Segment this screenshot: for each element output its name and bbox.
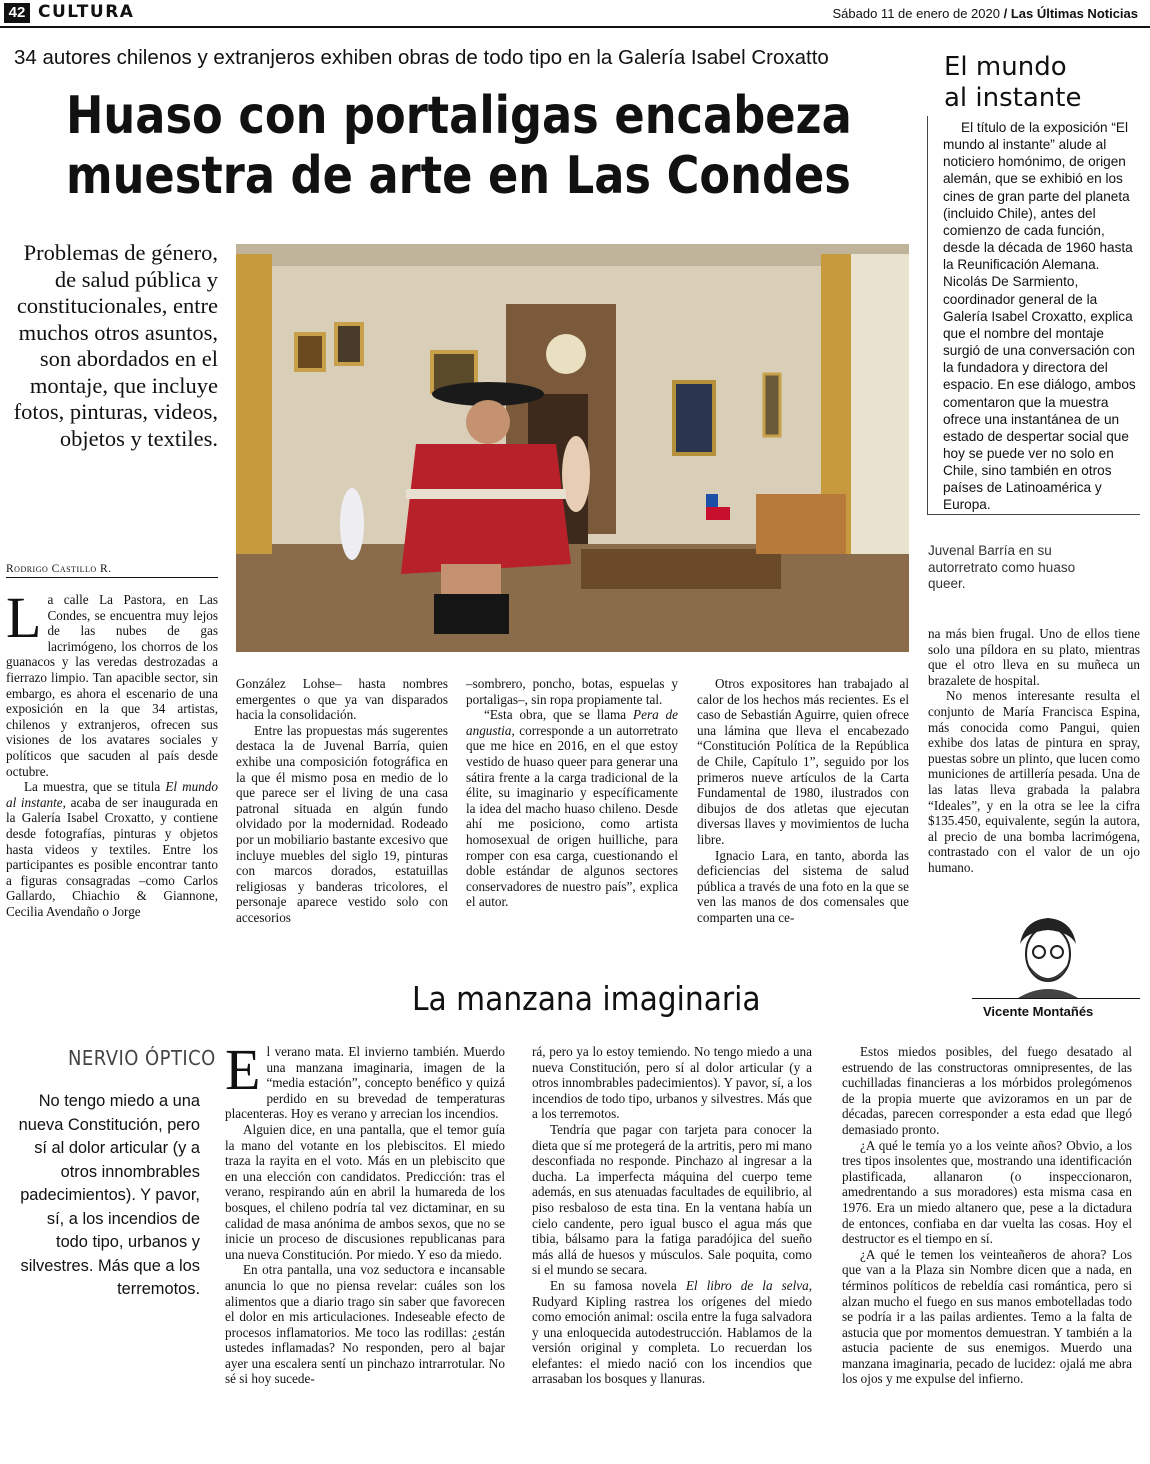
col1-paragraph-2b: , acaba de ser inaugurada en la Galería Isabel Croxatto, y contiene desde fotografías, pinturas y objetos hasta videos y textiles. Entre los participantes es posible encontrar tanto a figuras consagradas –como Carlos Gallardo, Chiachio & Giannone, Cecilia Avendaño o Jorge (6, 794, 218, 919)
section-name: CULTURA (38, 2, 135, 22)
window-right (851, 254, 909, 554)
column-p7: Estos miedos posibles, del fuego desatado al estruendo de las constructoras omnipresentes, de las cuchilladas financieras a los mórbidos prolegómenos de la propia muerte que avizoramos en un par de décadas, parecen corresponder a esta edad que llegó demasiado pronto. (842, 1044, 1132, 1137)
col5-paragraph-2: No menos interesante resulta el conjunto de María Francisca Espina, más conocida como Pangui, quien exhibe dos latas de pintura en spray, puestas sobre un plinto, que lucen como municiones de artillería pesada. Una de las latas lleva grabada la palabra “Ideales”, y en la otra se lee la cifra $135.450, equivalente, según la autora, al precio de una bomba lacrimógena, contrastado con el valor de un ojo humano. (928, 688, 1140, 875)
portrait-beard (1028, 964, 1068, 981)
huaso-head (466, 400, 510, 444)
col3-work-title: Pera de angustia (466, 707, 678, 738)
author-portrait-sketch (1010, 914, 1086, 998)
article-headline (66, 86, 852, 206)
col2-paragraph-2: Entre las propuestas más sugerentes destaca la de Juvenal Barría, quien exhibe una composición fotográfica en la que él mismo posa en medio de lo que parece ser el living de una casa patronal situada en algún fundo olvidado por la modernidad. Rodeado por un mobiliario bastante excesivo que incluye muebles del siglo 19, pinturas con marcos dorados, estatuillas religiosas y banderas tricolores, el personaje aparece vestido solo con accesorios (236, 722, 448, 925)
column-text-2 (532, 1044, 812, 1387)
newspaper-name: Las Últimas Noticias (1010, 6, 1138, 21)
col1-paragraph-1: a calle La Pastora, en Las Condes, se encuentra muy lejos de las nubes de gas lacrimógeno, los chorros de los guanacos y las veredas destrozadas a fierrazo limpio. Tan apacible sector, sin embargo, es ahora el escenario de una exposición en la que 34 artistas, chilenos y extranjeros, ofrecen sus visiones de los avatares sociales y políticos que sacuden al país desde octubre. (6, 592, 218, 779)
article-dropcap: L (6, 585, 42, 650)
photo-ceiling (236, 244, 909, 266)
curtain-left (236, 254, 272, 554)
column-book-title: El libro de la selva (685, 1277, 809, 1293)
photo-floor (236, 544, 909, 652)
header-dateline (833, 6, 1139, 21)
article-column-1 (6, 585, 218, 919)
byline-rule (6, 577, 218, 578)
page-header (0, 0, 1150, 28)
poncho-stripe (406, 489, 566, 499)
article-column-3 (466, 676, 678, 910)
col4-paragraph-2: Ignacio Lara, en tanto, aborda las deficiencias del sistema de salud pública a través de una foto en la que se ven las manos de dos comensales que comparten una ce- (697, 847, 909, 925)
byline: Rodrigo Castillo R. (6, 563, 112, 575)
article-kicker: 34 autores chilenos y extranjeros exhiben obras de todo tipo en la Galería Isabel Croxatto (14, 46, 829, 69)
column-p3: En otra pantalla, una voz seductora e incansable anuncia lo que no piensa revelar: cuáles son los alimentos que a diario trago sin saber que favorecen el dolor en mis articulaciones. Indeseable efecto de procesos inflamatorios. Me toco las rodillas: ¿están ustedes inflamadas? No responden, pero al bajar ayer una escalera sentí un pinchazo intrarrotular. No sé si hoy sucede- (225, 1262, 505, 1387)
column-title: La manzana imaginaria (412, 979, 761, 1018)
sidebar-body: El título de la exposición “El mundo al instante” alude al noticiero homónimo, de origen alemán, que se exhibió en los cines de gran parte del planeta (incluido Chile), antes del comienzo de cada función, desde la década de 1960 hasta la Reunificación Alemana. Nicolás De Sarmiento, coordinador general de la Galería Isabel Croxatto, explica que el nombre del montaje surgió de una conversación con la fundadora y directora del espacio. En ese diálogo, ambos comentaron que la muestra ofrece una instantánea de un estado de despertar social que hoy se puede ver no solo en Chile, sino también en otros países de Latinoamérica y Europa. (943, 120, 1136, 513)
article-column-2 (236, 676, 448, 926)
sidebar-title-line-1: El mundo (944, 52, 1067, 82)
article-column-4 (697, 676, 909, 926)
column-pull-quote: No tengo miedo a una nueva Constitución, pero sí al dolor articular (y a otros innombrables padecimientos). Y pavor, sí, a los incendios de todo tipo, urbanos y silvestres. Más que a los terremotos. (18, 1092, 200, 1298)
saint-statue (562, 436, 590, 512)
column-text-1 (225, 1037, 505, 1387)
column-p6a: En su famosa novela (550, 1277, 686, 1293)
table (581, 549, 781, 589)
col1-exhibit-title: El mundo al instante (6, 779, 218, 810)
header-rule (0, 26, 1150, 28)
column-dropcap: E (225, 1037, 261, 1102)
column-p9: ¿A qué le temen los veinteañeros de ahora? Los que van a la Plaza sin Nombre dicen que a nada, en términos políticos de rebeldía casi romántica, pero si alzan mucho el fuego en sus manos embotelladas todo se podría ir a las pailas ardientes. Temo a la falta de astucia que por momentos demuestran. Y también a la astucia paciente de sus enemigos. Muerdo una manzana imaginaria, pecado de lucidez: ojalá me abra los ojos y me expulse del infierno. (842, 1246, 1132, 1387)
huaso-boots (434, 594, 509, 634)
article-photo (236, 244, 909, 652)
portrait-shoulders (1018, 989, 1078, 998)
article-column-5 (928, 626, 1140, 876)
author-portrait (1010, 914, 1086, 998)
headline-line-2: muestra de arte en Las Condes (66, 146, 851, 206)
header-date: Sábado 11 de enero de 2020 (832, 6, 1000, 21)
col5-paragraph-1: na más bien frugal. Uno de ellos tiene solo una píldora en su plato, mientras que el otro lleva en su muñeca un brazalete de hospital. (928, 626, 1140, 688)
sidebar-title-line-2: al instante (944, 83, 1082, 113)
portrait-glasses-right (1051, 946, 1063, 958)
sidebar-title (944, 52, 1144, 114)
page-number: 42 (4, 3, 30, 23)
mirror-frame (764, 374, 780, 436)
portrait-glasses-left (1033, 946, 1045, 958)
photo-caption: Juvenal Barría en su autorretrato como huaso queer. (928, 543, 1076, 591)
armchair (756, 494, 846, 554)
col1-paragraph-2a: La muestra, que se titula (24, 779, 166, 795)
header-separator: / (1003, 6, 1008, 21)
col3-paragraph-2b: , corresponde a un autorretrato que me hice en 2016, en el que estoy vestido de huaso queer para generar una sátira frente a la carga tradicional de la élite, su imaginario y específicamente la idea del macho huaso chileno. Desde ahí me posiciono, como artista homosexual de origen huilliche, para romper con esa carga, cuestionando el doble estándar de algunos sectores conservadores de nuestro país”, explica el autor. (466, 722, 678, 910)
column-p1: l verano mata. El invierno también. Muerdo una manzana imaginaria, imagen de la “media estación”, concepto benéfico y quizá perdido en su brevedad de temperaturas placenteras. Hoy es verano y arrecian los incendios. (225, 1044, 505, 1122)
virgin-statue (340, 488, 364, 560)
painting-2 (336, 324, 362, 364)
column-p4: rá, pero ya lo estoy temiendo. No tengo miedo a una nueva Constitución, pero sí al dolor articular (y a otros innombrables padecimientos). Y pavor, sí, a los incendios de todo tipo, urbanos y silvestres. Más que a los terremotos. (532, 1044, 812, 1122)
author-rule (972, 998, 1140, 999)
chandelier (546, 334, 586, 374)
column-author: Vicente Montañés (983, 1004, 1094, 1019)
col3-paragraph-2a: “Esta obra, que se llama (484, 707, 634, 723)
photo-illustration (236, 244, 909, 652)
flag-red (706, 507, 730, 520)
col4-paragraph-1: Otros expositores han trabajado al calor de los hechos más recientes. Es el caso de Sebastián Aguirre, quien ofrece una lámina que lleva el encabezado “Constitución Política de la República de Chile, Capítulo 1”, seguido por los primeros nueve artículos de la Carta Fundamental de 1980, ilustrados con dibujos de dos atletas que ejecutan diversas llaves y movimientos de lucha libre. (697, 676, 909, 847)
painting-1 (296, 334, 324, 370)
portrait-frame (674, 382, 714, 454)
article-lead: Problemas de género, de salud pública y constitucionales, entre muchos otros asuntos, son abordados en el montaje, que incluye fotos, pinturas, videos, objetos y textiles. (13, 240, 218, 451)
column-p5: Tendría que pagar con tarjeta para conocer la dieta que sí me protegerá de la artritis, pero mi mano desconfiada no responde. Pinchazo al ingresar a la ducha. La imperfecta máquina del cuerpo teme además, en sus atenuadas facultades de equilibrio, al piso resbaloso de esta tina. En la ventana había un cielo candente, pero igual busco el agua más que tibia, bálsamo para la fatiga paradójica del sueño más allá de huesos y músculos. Sale poquita, como si el mundo se secara. (532, 1121, 812, 1278)
column-p2: Alguien dice, en una pantalla, que el temor guía la mano del votante en los plebiscitos. El miedo traza la rayita en el voto. Más en un plebiscito que en una elección con candidatos. Predicción: tras el verano, respirando aún en abril la humareda de los bosques, el chileno podría tal vez dictaminar, en su calidad de masa anónima de ambos sexos, que no se inicie un proceso de discusiones republicanas para una nueva Constitución. Por miedo. Y eso da miedo. (225, 1121, 505, 1262)
huaso-poncho (401, 444, 571, 574)
col2-paragraph-1: González Lohse– hasta nombres emergentes o que ya van disparados hacia la consolidación. (236, 676, 448, 723)
column-text-3 (842, 1044, 1132, 1387)
column-p8: ¿A qué le temía yo a los veinte años? Obvio, a los tres tipos insolentes que, mostrando una identificación plastificada, allanaron (o inspeccionaron, amedrentando a sus moradores) esta misma casa en 1976. Era un miedo altanero que, pese a la dictadura de entonces, confiaba en dar vuelta las cosas. Hoy el destructor es el tiempo en sí. (842, 1137, 1132, 1247)
column-p6b: , Rudyard Kipling rastrea los orígenes del miedo como emoción animal: oscila entre la fuga salvadora y una enloquecida autodestrucción. Hablamos de la versión original y completa. Lo recuerdan los elefantes: el miedo nació con los incendios que arrasaban los bosques y llanuras. (532, 1277, 812, 1387)
column-section-label: NERVIO ÓPTICO (68, 1046, 216, 1070)
col3-paragraph-1: –sombrero, poncho, botas, espuelas y portaligas–, sin ropa propiamente tal. (466, 676, 678, 707)
headline-line-1: Huaso con portaligas encabeza (66, 86, 852, 146)
